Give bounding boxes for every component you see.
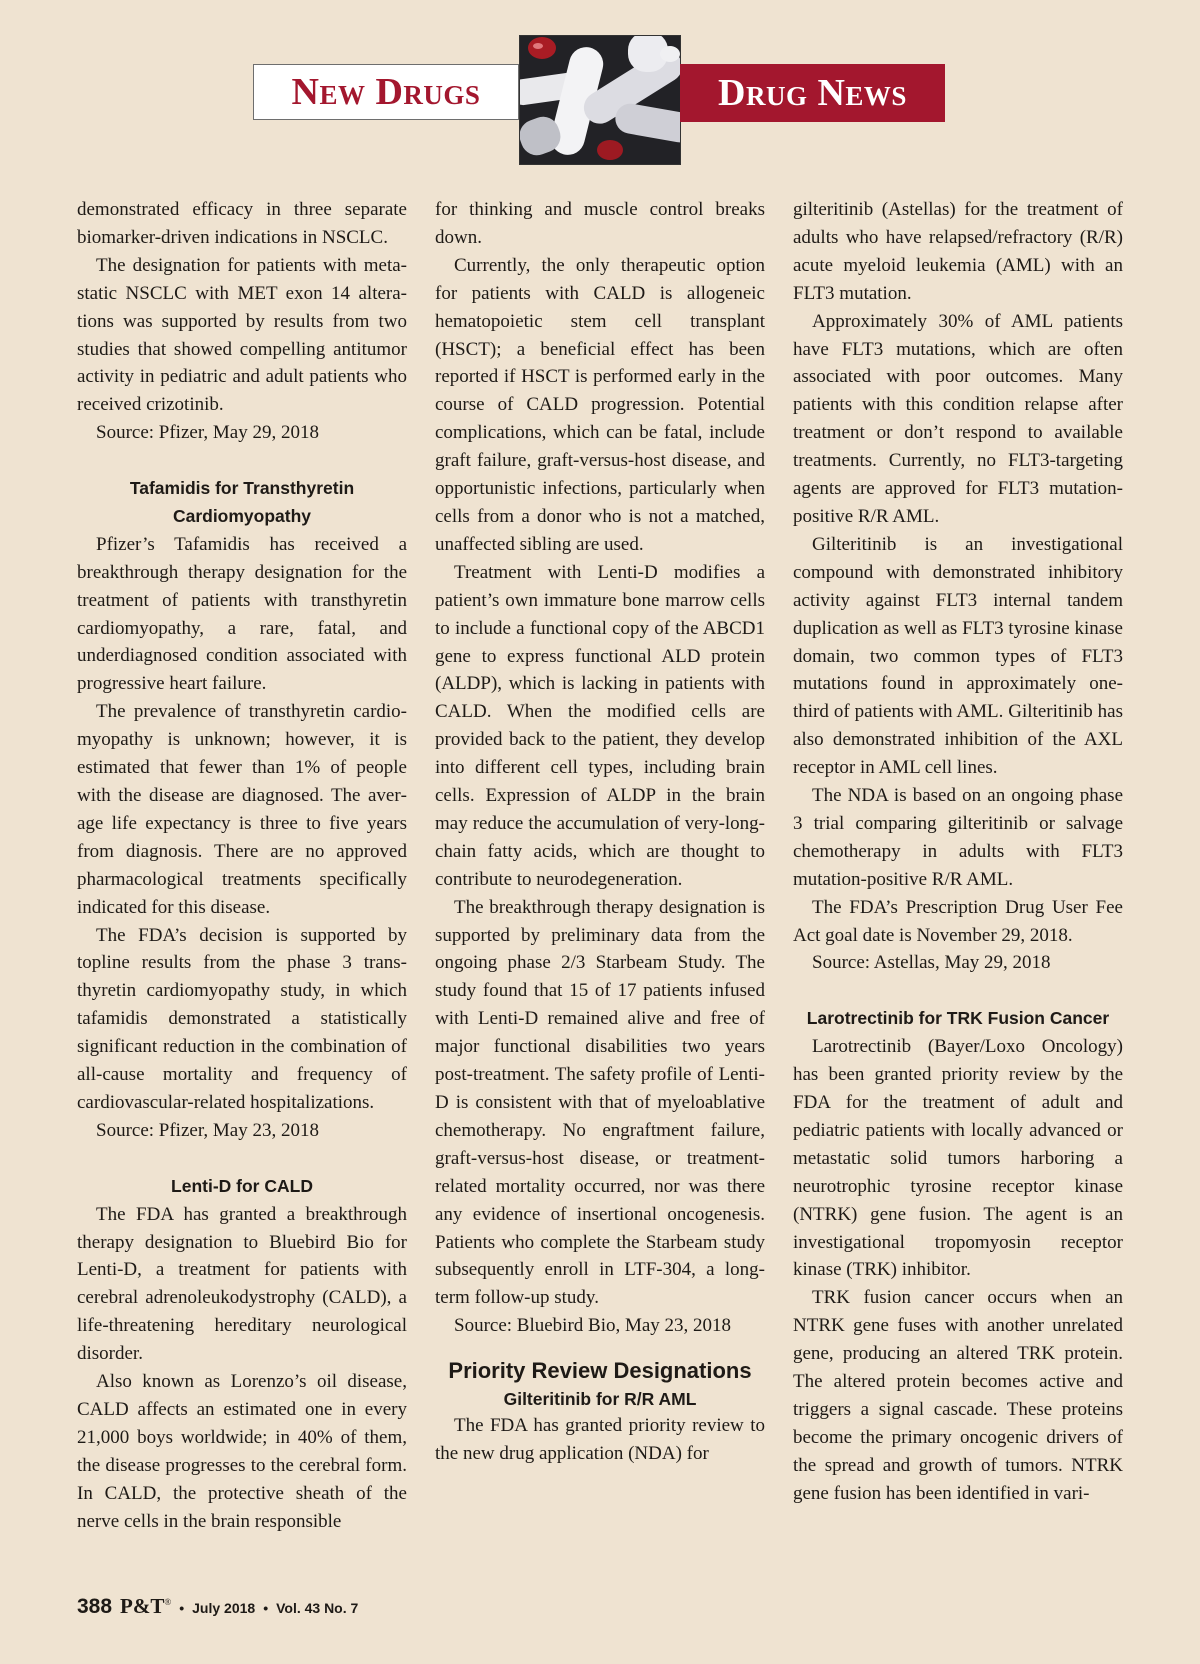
paragraph: The designation for patients with metastatic NSCLC with MET exon 14 alterations was supported by results from two studies that showed compelling antitumor activity in pediatric and adult patients who received crizotinib. <box>77 254 407 416</box>
paragraph: The FDA’s decision is supported by topline results from the phase 3 transthyretin cardiomyopathy study, in which tafamidis demonstrated a statistically significant reduction in the combination of all-cause mortality and frequency of cardiovascular-related hospitalizations. <box>77 924 407 1113</box>
column-2 <box>435 196 765 1468</box>
drug-news-label-box <box>680 64 945 122</box>
paragraph: Pfizer’s Tafamidis has received a breakthrough therapy designation for the treatment of patients with transthyretin cardiomyopathy, a rare, fatal, and underdiagnosed condition associated with progressive heart failure. <box>77 533 407 695</box>
paragraph: demonstrated efficacy in three separate biomarker-driven indications in NSCLC. <box>77 199 407 248</box>
page-footer <box>77 1594 358 1619</box>
paragraph: Gilteritinib is an investigational compound with demonstrated inhibitory activity against FLT3 internal tandem duplication as well as FLT3 tyrosine kinase domain, two common types of FLT3 mutations found in approximately one-third of patients with AML. Gilteritinib has also demonstrated inhibition of the AXL receptor in AML cell lines. <box>793 533 1123 779</box>
paragraph: for thinking and muscle control breaks down. <box>435 199 765 248</box>
paragraph: The prevalence of transthyretin cardiomyopathy is unknown; however, it is estimated that fewer than 1% of people with the disease are diagnosed. The average life expectancy is three to five years from diagnosis. There are no approved pharmacological treatments specifically indicated for this disease. <box>77 701 407 918</box>
paragraph: TRK fusion cancer occurs when an NTRK gene fuses with another unrelated gene, producing an altered TRK protein. The altered protein becomes active and triggers a signal cascade. These proteins become the primary oncogenic drivers of the spread and growth of tumors. NTRK gene fusion has been identified in vari- <box>793 1287 1123 1504</box>
section-heading-lentid: Lenti-D for CALD <box>171 1175 313 1196</box>
paragraph: The FDA has granted priority review to the new drug application (NDA) for <box>435 1415 765 1465</box>
page-number: 388 <box>77 1595 113 1618</box>
paragraph: Approximately 30% of AML patients have FLT3 mutations, which are often associated with poor outcomes. Many patients with this condition relapse after treatment or don’t respond to available treatments. Currently, no FLT3-targeting agents are approved for FLT3 mutation-positive R/R AML. <box>793 310 1123 527</box>
pills-photo <box>519 35 681 165</box>
paragraph: The FDA has granted a breakthrough therapy designation to Bluebird Bio for Lenti-D, a treatment for patients with cerebral adrenoleukodystrophy (CALD), a life-threatening hereditary neurological disorder. <box>77 1203 407 1365</box>
source-line: Source: Astellas, May 29, 2018 <box>812 952 1051 974</box>
new-drugs-label: New Drugs <box>291 71 481 113</box>
paragraph: gilteritinib (Astellas) for the treatment of adults who have relapsed/refractory (R/R) acute myeloid leukemia (AML) with an FLT3 mutation. <box>793 199 1123 304</box>
section-heading-gilteritinib: Gilteritinib for R/R AML <box>503 1389 697 1410</box>
paragraph: The breakthrough therapy designation is supported by preliminary data from the ongoing phase 2/3 Starbeam Study. The study found that 15 of 17 patients infused with Lenti-D remained alive and free of major functional disabilities two years post-treatment. The safety profile of Lenti-D is consistent with that of myeloablative chemotherapy. No engraftment failure, graft-versus-host disease, or treatment-related mortality occurred, nor was there any evidence of insertional oncogenesis. Patients who complete the Starbeam study subsequently enroll in LTF-304, a long-term follow-up study. <box>435 896 765 1309</box>
separator: • <box>263 1600 269 1616</box>
paragraph: The FDA’s Prescription Drug User Fee Act goal date is November 29, 2018. <box>793 896 1123 946</box>
section-heading-larotrectinib: Larotrectinib for TRK Fusion Cancer <box>806 1008 1110 1029</box>
paragraph: Treatment with Lenti-D modifies a patient’s own immature bone marrow cells to include a functional copy of the ABCD1 gene to express functional ALD protein (ALDP), which is lacking in patients with CALD. When the modified cells are provided back to the patient, they develop into different cell types, including brain cells. Expression of ALDP in the brain may reduce the accumulation of very-long-chain fatty acids, which are thought to contribute to neurodegeneration. <box>435 561 765 890</box>
source-line: Source: Pfizer, May 29, 2018 <box>96 422 319 444</box>
registered-mark: ® <box>164 1597 172 1607</box>
pills-image <box>520 36 680 164</box>
source-line: Source: Pfizer, May 23, 2018 <box>96 1119 319 1141</box>
paragraph: Larotrectinib (Bayer/Loxo Oncology) has been granted priority review by the FDA for the treatment of adult and pediatric patients with locally advanced or metastatic solid tumors harboring a neurotrophic tyrosine receptor kinase (NTRK) gene fusion. The agent is an investigational tropomyosin receptor kinase (TRK) inhibitor. <box>793 1036 1123 1281</box>
column-3 <box>793 196 1123 1508</box>
drug-news-label: Drug News <box>718 72 907 114</box>
section-banner <box>0 0 1200 175</box>
paragraph: Also known as Lorenzo’s oil disease, CALD affects an estimated one in every 21,000 boys worldwide; in 40% of them, the disease progresses to the cerebral form. In CALD, the protective sheath of the nerve cells in the brain responsible <box>77 1371 407 1532</box>
section-heading-tafamidis: Tafamidis for Transthyretin Cardiomyopathy <box>129 478 355 526</box>
paragraph: Currently, the only therapeutic option for patients with CALD is allogeneic hematopoietic stem cell transplant (HSCT); a beneficial effect has been reported if HSCT is performed early in the course of CALD progression. Potential complications, which can be fatal, include graft failure, graft-versus-host disease, and opportunistic infections, particularly when cells from a donor who is not a matched, unaffected sibling are used. <box>435 254 765 555</box>
column-1 <box>77 196 407 1535</box>
separator: • <box>179 1600 185 1616</box>
journal-name: P&T® <box>120 1594 172 1618</box>
issue-date: July 2018 <box>192 1600 256 1616</box>
paragraph: The NDA is based on an ongoing phase 3 trial comparing gilteritinib or salvage chemotherapy in adults with FLT3 mutation-positive R/R AML. <box>793 785 1123 890</box>
source-line: Source: Bluebird Bio, May 23, 2018 <box>454 1315 732 1337</box>
new-drugs-label-box <box>253 64 519 120</box>
section-heading-priority-review: Priority Review Designations <box>448 1358 752 1384</box>
issue-volume: Vol. 43 No. 7 <box>276 1600 359 1616</box>
